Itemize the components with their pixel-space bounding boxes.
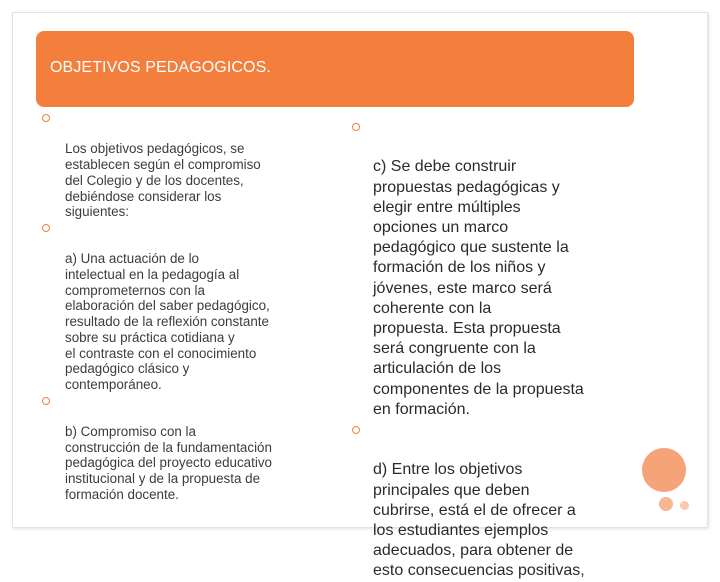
list-item-text: c) Se debe construir propuestas pedagógicas y elegir entre múltiples opciones un marco pedagógico que sustente la formación de los niños y jóvenes, este marco será coherente con la propuesta. Esta propuesta será congruente con la articulación de los componentes de la propuesta en formación. bbox=[373, 158, 584, 418]
bullet-circle-icon bbox=[352, 426, 360, 434]
left-column bbox=[42, 110, 326, 503]
bullet-circle-icon bbox=[352, 123, 360, 131]
list-item bbox=[42, 110, 326, 220]
list-item-text: b) Compromiso con la construcción de la fundamentación pedagógica del proyecto educativo institucional y de la propuesta de formación docente. bbox=[65, 424, 272, 502]
list-item-text: d) Entre los objetivos principales que deben cubrirse, está el de ofrecer a los estudiantes ejemplos adecuados, para obtener de esto consecuencias positivas, bbox=[373, 461, 585, 580]
slide-title: OBJETIVOS PEDAGOGICOS. bbox=[50, 59, 271, 76]
decorative-circle-small bbox=[659, 497, 673, 511]
right-column bbox=[352, 117, 638, 582]
list-item bbox=[42, 393, 326, 503]
title-banner bbox=[36, 31, 634, 107]
list-item bbox=[352, 420, 638, 582]
list-item bbox=[42, 220, 326, 393]
decorative-circle-tiny bbox=[680, 501, 689, 510]
list-item-text: Los objetivos pedagógicos, se establecen según el compromiso del Colegio y de los docentes, debiéndose considerar los siguientes: bbox=[65, 141, 261, 220]
list-item bbox=[352, 117, 638, 420]
list-item-text: a) Una actuación de lo intelectual en la pedagogía al comprometernos con la elaboración del saber pedagógico, resultado de la reflexión constante sobre su práctica cotidiana y el contraste con el conocimiento pedagógico clásico y contemporáneo. bbox=[65, 251, 270, 392]
bullet-circle-icon bbox=[42, 114, 50, 122]
bullet-circle-icon bbox=[42, 224, 50, 232]
decorative-circle-large bbox=[642, 448, 686, 492]
bullet-circle-icon bbox=[42, 397, 50, 405]
